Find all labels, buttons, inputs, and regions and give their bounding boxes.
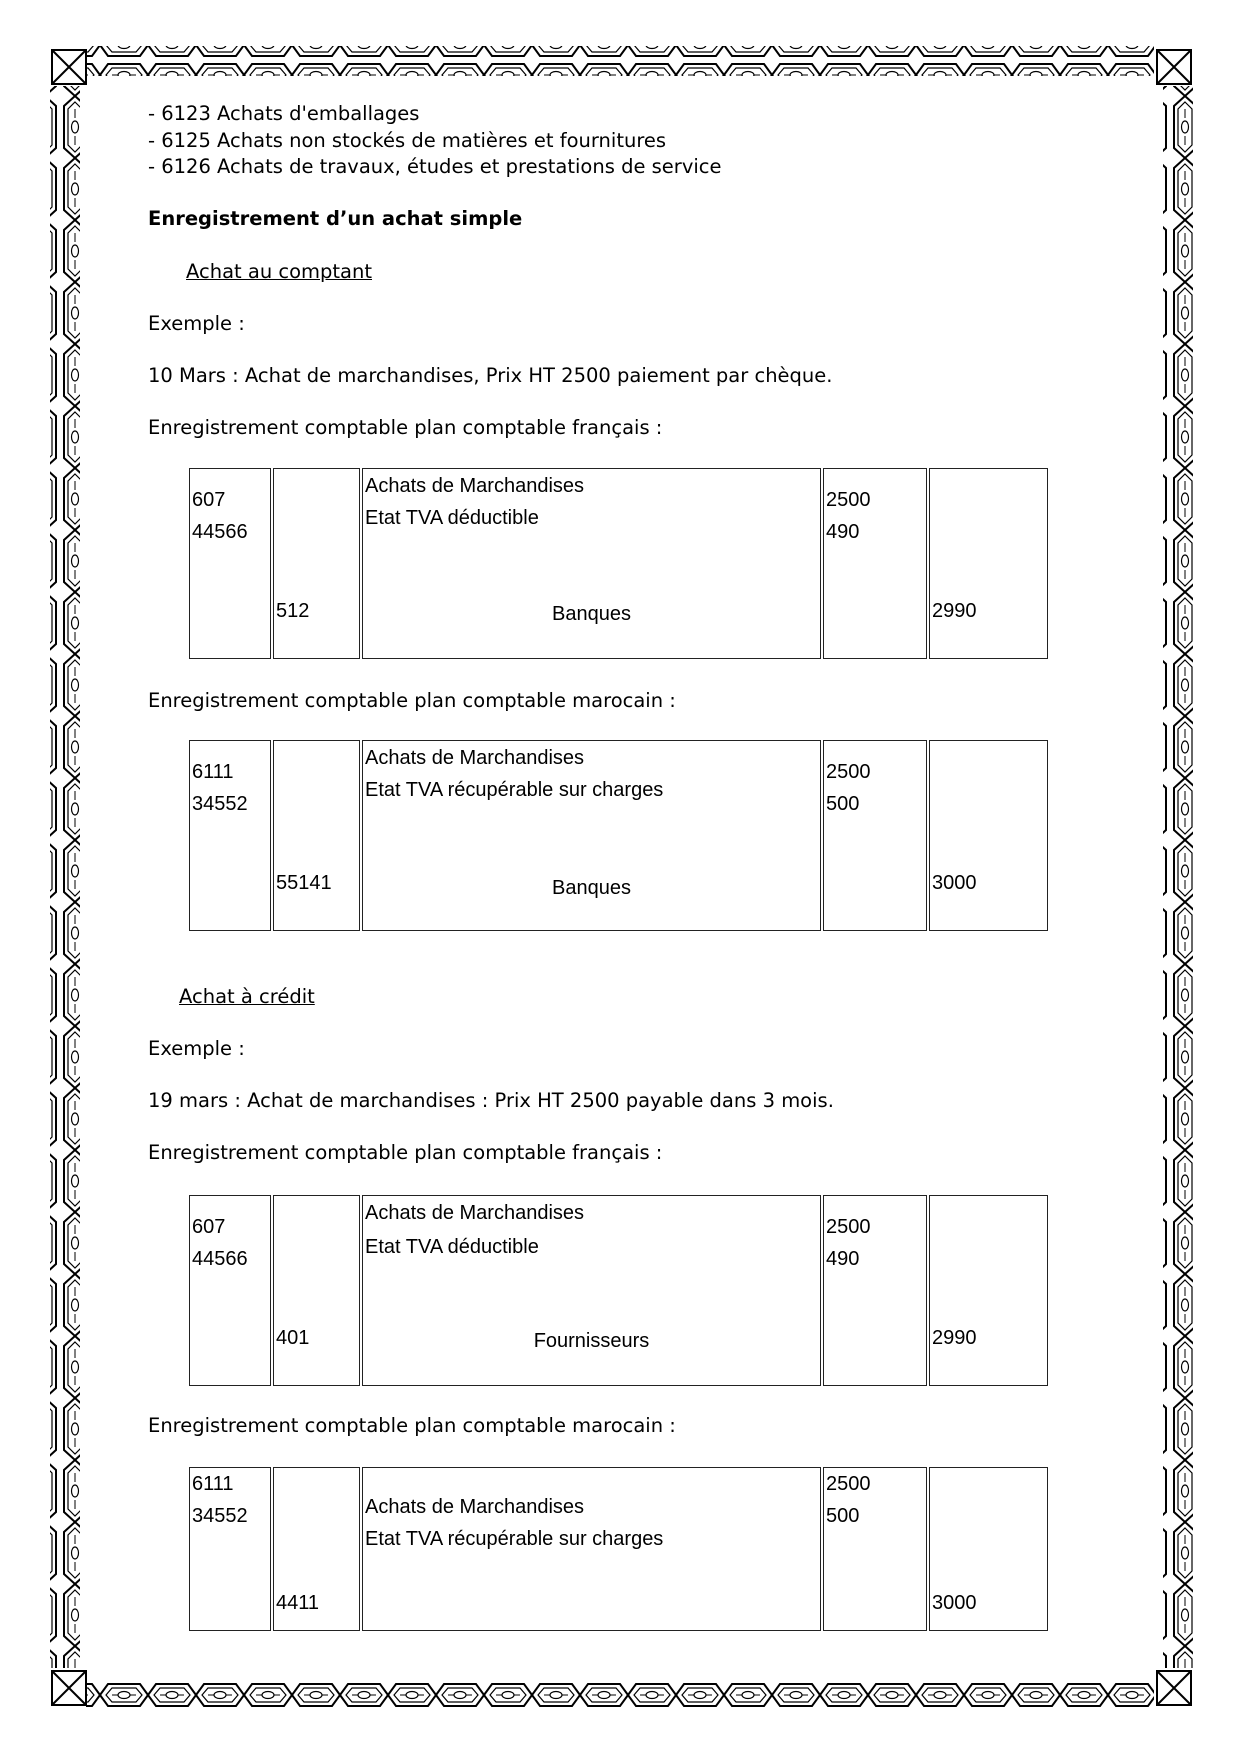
section-title: Enregistrement d’un achat simple xyxy=(148,207,523,230)
credit-account-cell xyxy=(273,740,360,931)
account-number: 607 xyxy=(192,489,226,511)
label-cell xyxy=(362,1467,821,1631)
amount: 500 xyxy=(826,1505,860,1527)
debit-amount-cell xyxy=(823,740,927,931)
debit-amount-cell xyxy=(823,468,927,659)
debit-account-cell xyxy=(189,1467,271,1631)
account-label: Achats de Marchandises xyxy=(365,1496,585,1518)
journal-label-ma: Enregistrement comptable plan comptable marocain : xyxy=(148,1414,676,1437)
amount: 2500 xyxy=(826,489,871,511)
account-label: Etat TVA déductible xyxy=(365,507,539,529)
list-item: - 6123 Achats d'emballages xyxy=(148,102,420,125)
account-number: 401 xyxy=(276,1327,310,1349)
credit-amount-cell xyxy=(929,1195,1048,1386)
credit-amount-cell xyxy=(929,740,1048,931)
account-label: Banques xyxy=(552,877,631,899)
account-label: Achats de Marchandises xyxy=(365,475,585,497)
account-number: 6111 xyxy=(192,761,234,783)
list-item: - 6126 Achats de travaux, études et prestations de service xyxy=(148,155,722,178)
debit-account-cell xyxy=(189,740,271,931)
debit-amount-cell xyxy=(823,1195,927,1386)
account-number: 4411 xyxy=(276,1592,320,1614)
account-label: Achats de Marchandises xyxy=(365,1202,585,1224)
subsection-heading-comptant: Achat au comptant xyxy=(186,260,373,283)
example-text: 19 mars : Achat de marchandises : Prix HT 2500 payable dans 3 mois. xyxy=(148,1089,834,1112)
journal-label-ma: Enregistrement comptable plan comptable marocain : xyxy=(148,689,676,712)
subsection-heading-credit: Achat à crédit xyxy=(179,985,315,1008)
account-label: Etat TVA récupérable sur charges xyxy=(365,779,664,801)
label-cell xyxy=(362,468,821,659)
amount: 2500 xyxy=(826,761,871,783)
account-number: 44566 xyxy=(192,1248,248,1270)
amount: 500 xyxy=(826,793,860,815)
debit-amount-cell xyxy=(823,1467,927,1631)
account-number: 55141 xyxy=(276,872,332,894)
account-label: Achats de Marchandises xyxy=(365,747,585,769)
label-cell xyxy=(362,740,821,931)
account-number: 34552 xyxy=(192,1505,248,1527)
credit-amount-cell xyxy=(929,468,1048,659)
journal-label-fr: Enregistrement comptable plan comptable français : xyxy=(148,416,663,439)
amount: 490 xyxy=(826,1248,860,1270)
example-label: Exemple : xyxy=(148,312,245,335)
account-label: Etat TVA récupérable sur charges xyxy=(365,1528,664,1550)
amount: 2500 xyxy=(826,1473,871,1495)
credit-amount-cell xyxy=(929,1467,1048,1631)
account-number: 512 xyxy=(276,600,310,622)
credit-account-cell xyxy=(273,1195,360,1386)
debit-account-cell xyxy=(189,468,271,659)
amount: 2990 xyxy=(932,600,977,622)
account-label: Fournisseurs xyxy=(533,1330,650,1352)
journal-label-fr: Enregistrement comptable plan comptable français : xyxy=(148,1141,663,1164)
amount: 2990 xyxy=(932,1327,977,1349)
account-number: 44566 xyxy=(192,521,248,543)
account-label: Etat TVA déductible xyxy=(365,1236,539,1258)
amount: 3000 xyxy=(932,1592,977,1614)
account-number: 34552 xyxy=(192,793,248,815)
account-number: 6111 xyxy=(192,1473,234,1495)
list-item: - 6125 Achats non stockés de matières et fournitures xyxy=(148,129,667,152)
example-text: 10 Mars : Achat de marchandises, Prix HT 2500 paiement par chèque. xyxy=(148,364,833,387)
account-number: 607 xyxy=(192,1216,226,1238)
amount: 3000 xyxy=(932,872,977,894)
example-label: Exemple : xyxy=(148,1037,245,1060)
credit-account-cell xyxy=(273,1467,360,1631)
account-label: Banques xyxy=(552,603,631,625)
amount: 490 xyxy=(826,521,860,543)
amount: 2500 xyxy=(826,1216,871,1238)
credit-account-cell xyxy=(273,468,360,659)
label-cell xyxy=(362,1195,821,1386)
debit-account-cell xyxy=(189,1195,271,1386)
